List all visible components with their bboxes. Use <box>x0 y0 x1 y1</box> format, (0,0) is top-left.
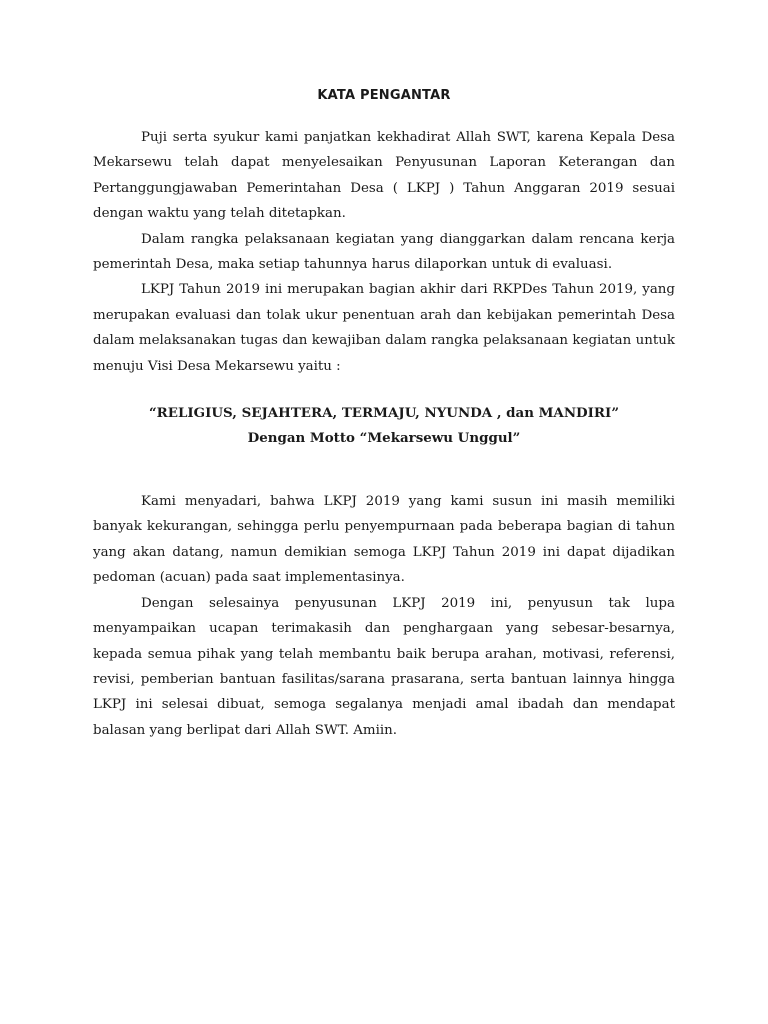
paragraph-intro-3: LKPJ Tahun 2019 ini merupakan bagian akhir dari RKPDes Tahun 2019, yang merupakan evaluasi dan tolak ukur penentuan arah dan kebijakan pemerintah Desa dalam melaksanakan tugas dan kewajiban dalam rangka pelaksanaan kegiatan untuk menuju Visi Desa Mekarsewu yaitu : <box>93 282 675 374</box>
paragraph-intro-1: Puji serta syukur kami panjatkan kekhadirat Allah SWT, karena Kepala Desa Mekarsewu telah dapat menyelesaikan Penyusunan Laporan Keterangan dan Pertanggungjawaban Pemerintahan Desa ( LKPJ ) Tahun Anggaran 2019 sesuai dengan waktu yang telah ditetapkan. <box>93 130 675 222</box>
document-body <box>93 88 675 743</box>
motto-statement: Dengan Motto “Mekarsewu Unggul” <box>247 430 521 447</box>
paragraph-closing-2: Dengan selesainya penyusunan LKPJ 2019 ini, penyusun tak lupa menyampaikan ucapan terimakasih dan penghargaan yang sebesar-besarnya, kepada semua pihak yang telah membantu baik berupa arahan, motivasi, referensi, revisi, pemberian bantuan fasilitas/sarana prasarana, serta bantuan lainnya hingga LKPJ ini selesai dibuat, semoga segalanya menjadi amal ibadah dan mendapat balasan yang berlipat dari Allah SWT. Amiin. <box>93 595 675 738</box>
paragraph-closing-1: Kami menyadari, bahwa LKPJ 2019 yang kami susun ini masih memiliki banyak kekurangan, sehingga perlu penyempurnaan pada beberapa bagian di tahun yang akan datang, namun demikian semoga LKPJ Tahun 2019 ini dapat dijadikan pedoman (acuan) pada saat implementasinya. <box>93 494 675 586</box>
page-title: KATA PENGANTAR <box>317 88 451 103</box>
vision-block <box>93 401 675 451</box>
paragraph-intro-2: Dalam rangka pelaksanaan kegiatan yang dianggarkan dalam rencana kerja pemerintah Desa, maka setiap tahunnya harus dilaporkan untuk di evaluasi. <box>93 231 675 273</box>
vision-statement: “RELIGIUS, SEJAHTERA, TERMAJU, NYUNDA , dan MANDIRI” <box>148 405 620 422</box>
